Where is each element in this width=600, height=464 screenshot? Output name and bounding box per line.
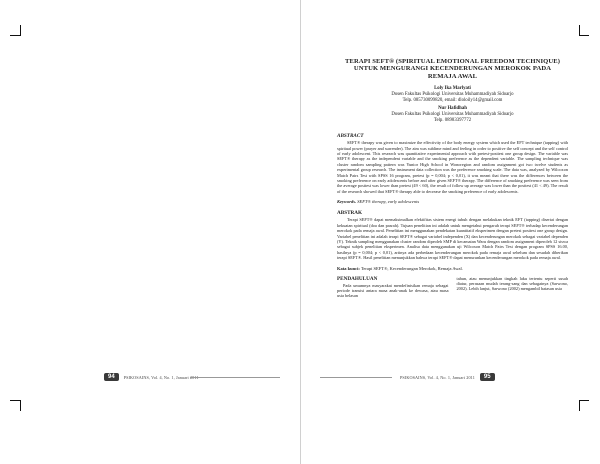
body-column-1 <box>337 276 449 299</box>
author-block-2 <box>337 106 568 124</box>
article <box>337 58 568 299</box>
left-journal-info: PSIKOSAINS, Vol. 4, No. 1, Januari 2011 <box>123 374 199 380</box>
left-footer-rule-wrap <box>0 371 300 383</box>
right-page-number: 95 <box>480 373 495 381</box>
author-block-1 <box>337 86 568 104</box>
abstract-text: SEFT® therapy was given to maximize the effectivity of the body energy system which used the EFT technique (tapping) with spiritual power (prayer and surrender). The aim was sublime mind and feeling in order to positive the self concept and the self control of early adolescent. This research was quantitative experimental approach with pretest-posttest one group design. The variable was SEFT® therapy as the independent variable and the smoking preference as the dependent variable. The sampling technique was cluster random sampling pattern was Yunior High School in Wonoregion and random assignment got two twelve students as experimental group research. The instrument data collection was the preference smoking scale. The data was, analyzed by Wilcoxon Match Pairs Test with SPSS 16 program, pretest (p = 0,004; p < 0,01), it was meant that there was the differences between the smoking preference on early adolescents before and after given SEFT® therapy. The difference of smoking preference was seen from the average posttest was lower than pretest (49 < 60), the result of follow up average was lower than the posttest (41 < 49). The result of the research showed that SEFT® therapy able to decrease the smoking preference of early adolescents. <box>337 140 568 194</box>
kata-kunci-text: Terapi SEFT®, Kecenderungan Merokok, Remaja Awal. <box>360 265 463 271</box>
right-page <box>300 0 600 464</box>
left-footer-rule <box>190 377 280 378</box>
author-2-name: Nur Hafidhah <box>438 106 467 112</box>
abstrak-heading: ABSTRAK <box>337 210 363 217</box>
right-journal-info: PSIKOSAINS, Vol. 4, No. 1, Januari 2011 <box>400 374 475 380</box>
abstract-heading: ABSTRACT <box>337 133 364 140</box>
author-2-affiliation: Dosen Fakultas Psikologi Universitas Muhammadiyah Sidoarjo <box>391 112 514 118</box>
author-1-affiliation: Dosen Fakultas Psikologi Universitas Muhammadiyah Sidoarjo <box>391 92 514 98</box>
body-columns <box>337 276 568 299</box>
title-line-1: TERAPI SEFT® (SPIRITUAL EMOTIONAL FREEDOM TECHNIQUE) <box>345 58 560 65</box>
body-column-2 <box>457 276 569 299</box>
keywords-text: SEFT® therapy, early adolescents <box>357 199 420 205</box>
intro-col1-text: Pada umumnya masyarakat mendefinisikan remaja sebagai periode transisi antara masa anak-anak ke dewasa, atau masa usia belasan <box>337 282 449 299</box>
article-title <box>337 58 568 80</box>
right-page-footer <box>395 371 495 383</box>
title-line-3: REMAJA AWAL <box>427 72 478 80</box>
author-1-name: Loly Ika Marlyati <box>434 86 471 92</box>
intro-col2-text: tahun, atau menunjukkan tingkah laku tertentu seperti susah diatur, perasaan mudah terang-sang dan sebagainya (Sarwono, 2002). Lebih lanjut, Sarwono (2002) mengambil batasan usia <box>456 275 568 292</box>
intro-heading: PENDAHULUAN <box>337 275 378 282</box>
right-footer-rule <box>320 377 392 378</box>
kata-kunci-label: Kata kunci: <box>337 265 360 271</box>
keywords-label: Keywords. <box>337 199 357 205</box>
author-1-contact: Telp. 085730099820, email: dloloily14@gmail.com <box>402 98 503 104</box>
kata-kunci <box>337 266 568 271</box>
left-page-number: 94 <box>104 373 119 381</box>
title-line-2: UNTUK MENGURANGI KECENDERUNGAN MEROKOK PADA <box>353 65 552 73</box>
keywords <box>337 199 568 204</box>
author-2-contact: Telp. 08983397772 <box>433 118 472 124</box>
abstrak-text: Terapi SEFT® dapat memaksimalkan efektifitas sistem energi tubuh dengan melakukan teknik EFT (tapping) disertai dengan kekuatan spiritual (doa dan pasrah). Tujuan penelitian ini adalah untuk mengetahui pengaruh terapi SEFT® terhadap kecenderungan merokok pada remaja awal. Penelitian ini menggunakan pendekatan kuantitatif eksperimen dengan pretest posttest one group design. Variabel penelitian ini adalah terapi SEFT® sebagai variabel independen (X) dan kecenderungan merokok sebagai variabel dependen (Y). Teknik sampling menggunakan cluster random dipeoleh SMP di kecamatan Waru dengan random assignment diperoleh 12 siswa sebagai subjek penelitian eksperimen. Analisa data menggunakan uji Wilcoxon Match Pairs Test dengan program SPSS 16.00, hasilnya (p = 0,004; p < 0,01), artinya ada perbedaan kecenderungan merokok pada remaja awal sebelum dan sesudah diberikan terapi SEFT®. Hasil penelitian menunjukkan bahwa terapi SEFT® dapat menurunkan kecenderungan merokok pada remaja awal. <box>337 217 568 261</box>
